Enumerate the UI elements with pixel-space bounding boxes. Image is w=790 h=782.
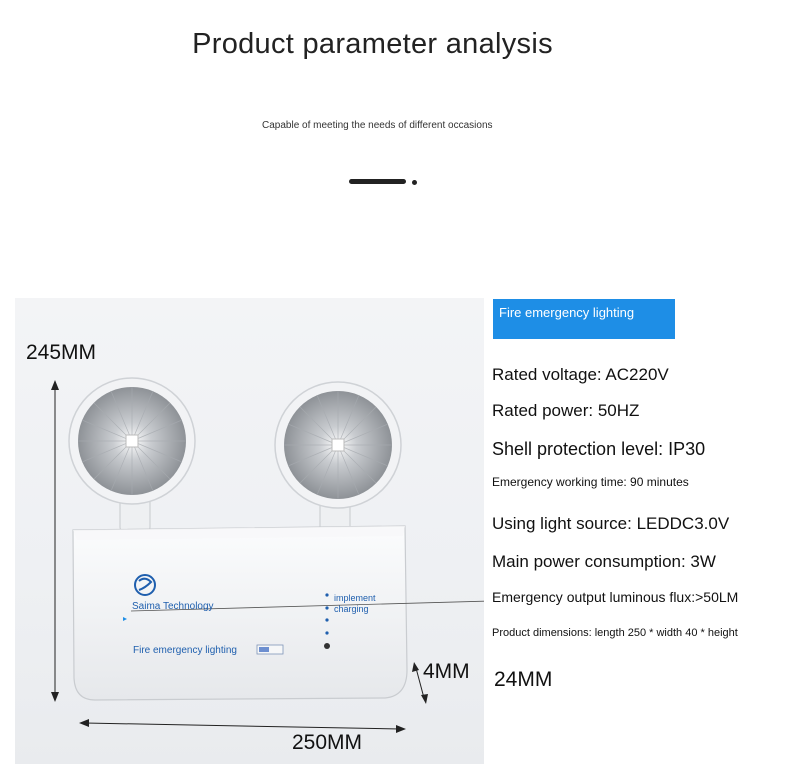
spec-working-time: Emergency working time: 90 minutes [492,475,689,489]
indicator-implement: implement [334,593,376,603]
spec-rated-power: Rated power: 50HZ [492,401,640,420]
spec-dimensions: Product dimensions: length 250 * width 40 * height [492,627,738,639]
divider-bar [349,179,406,184]
product-label-badge: Fire emergency lighting [493,299,675,339]
right-lamp-head [275,382,401,533]
height-dimension-label: 245MM [26,341,97,364]
left-lamp-head [69,378,195,533]
height-dimension-arrow [51,380,59,702]
spec-luminous-flux: Emergency output luminous flux:>50LM [492,589,739,605]
spec-power-consumption: Main power consumption: 3W [492,552,716,571]
page-title: Product parameter analysis [192,28,553,60]
spec-light-source: Using light source: LEDDC3.0V [492,514,730,533]
spec-rated-voltage: Rated voltage: AC220V [492,365,669,384]
depth-dimension-label: 4MM [423,660,470,683]
depth-value-label: 24MM [494,668,553,691]
product-illustration [15,298,484,764]
width-dimension-label: 250MM [292,731,363,754]
panel-text: Fire emergency lighting [133,645,237,656]
indicator-charging: charging [334,604,369,614]
page-subtitle: Capable of meeting the needs of different occasions [262,120,493,131]
spec-protection-level: Shell protection level: IP30 [492,439,706,459]
brand-name: Saima Technology [132,601,214,612]
divider-dot [412,180,417,185]
